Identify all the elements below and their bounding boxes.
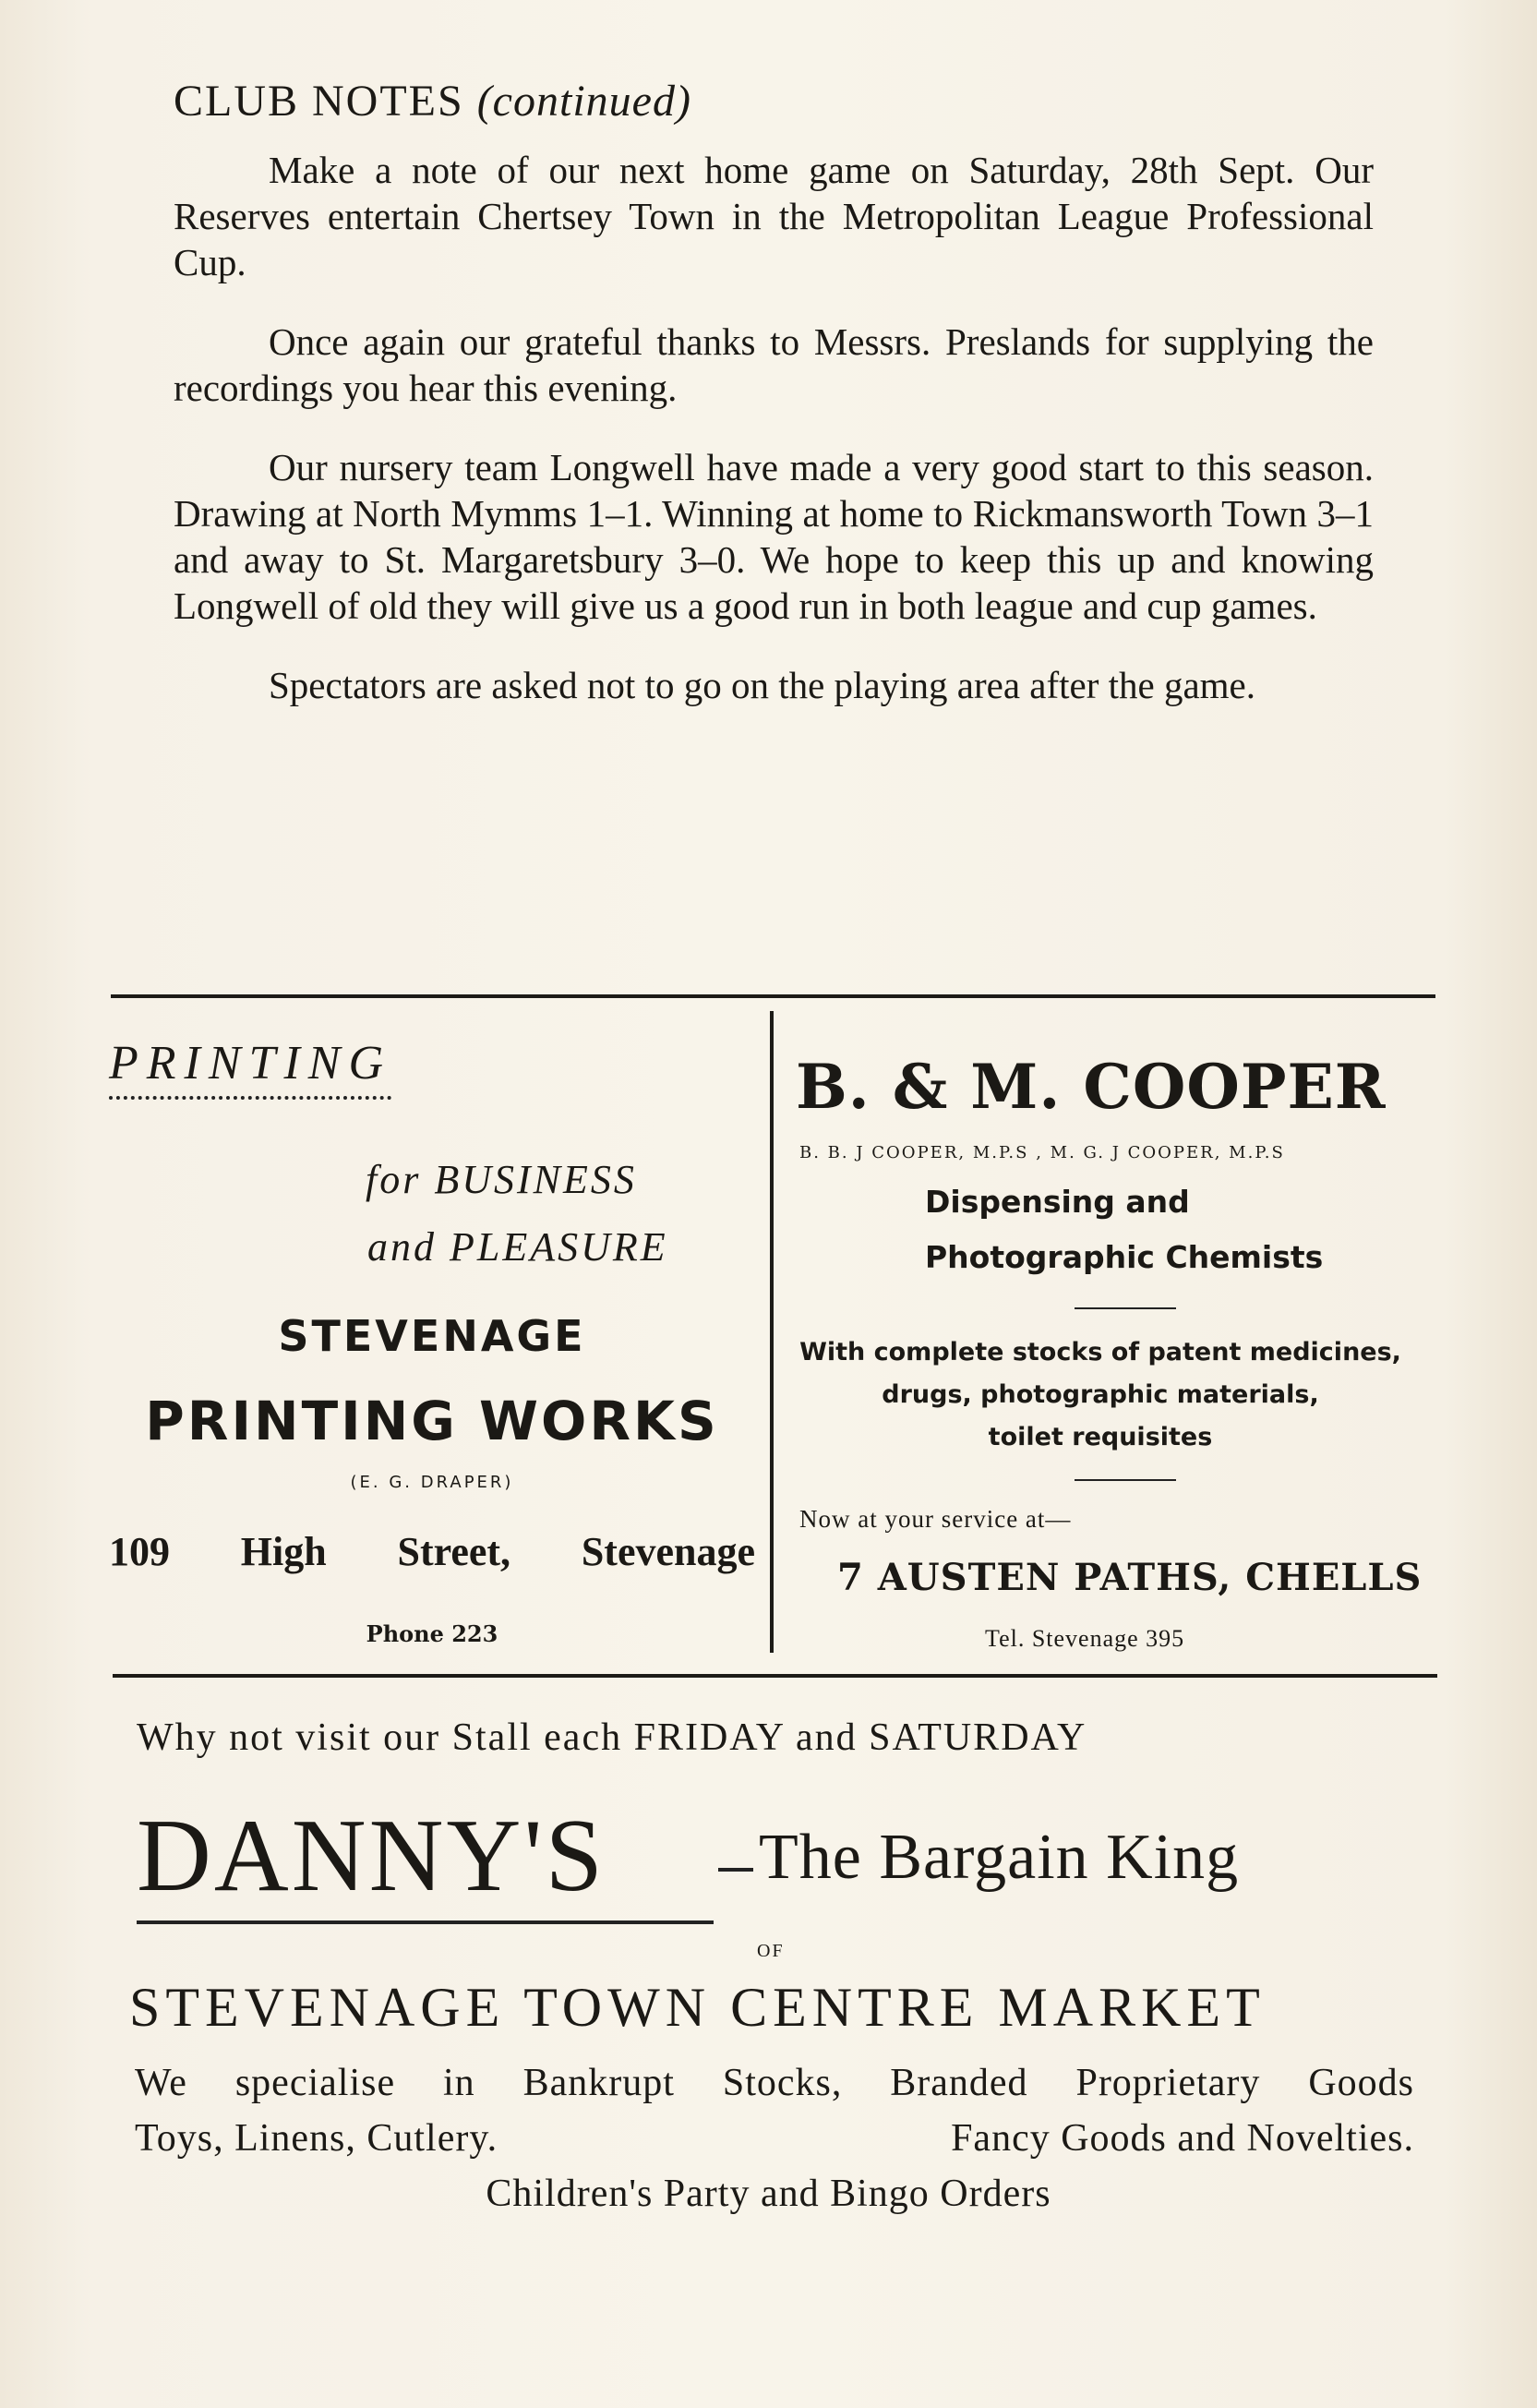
dannys-party-orders: Children's Party and Bingo Orders [486,2173,1051,2215]
cooper-stocks-line: With complete stocks of patent medicines, [799,1338,1401,1367]
cooper-chemists-advert [796,1034,1442,1680]
printing-proprietor: (E. G. DRAPER) [350,1473,514,1492]
notes-paragraph-nursery-team: Our nursery team Longwell have made a very good start to this season. Drawing at North Mymms 1–1. Winning at home to Rickmansworth Town 3–1 and away to St. Margaretsbury 3–0. We hope to keep this up and knowing Longwell of old they will give us a good run in both league and cup games. [174,446,1374,627]
cooper-stocks-list [796,1331,1405,1459]
club-notes-continued: (continued) [476,77,691,126]
printing-for-business: for BUSINESS [366,1157,637,1202]
club-notes-title: CLUB NOTES [174,77,464,126]
printing-phone: Phone 223 [366,1620,498,1647]
cooper-stocks-line: toilet requisites [988,1423,1213,1451]
dannys-of: OF [757,1941,785,1961]
dannys-tagline: The Bargain King [759,1822,1240,1893]
cooper-stocks-line: drugs, photographic materials, [882,1380,1319,1409]
printing-company-town: STEVENAGE [278,1311,586,1361]
dannys-items-left: Toys, Linens, Cutlery. [135,2117,498,2160]
dannys-name: DANNY'S [137,1799,606,1913]
dannys-items-right: Fancy Goods and Novelties. [951,2117,1414,2160]
printing-and-pleasure: and PLEASURE [367,1224,668,1270]
cooper-service-line: Now at your service at— [799,1505,1072,1533]
club-notes-heading [174,76,1374,126]
cooper-address: 7 AUSTEN PATHS, CHELLS [837,1556,1423,1599]
ads-column-divider [770,1011,774,1653]
notes-paragraph-thanks: Once again our grateful thanks to Messrs. Preslands for supplying the recordings you hear this evening. [174,320,1374,409]
cooper-divider-2 [1075,1479,1176,1481]
dannys-items-row [135,2116,1414,2161]
dannys-market: STEVENAGE TOWN CENTRE MARKET [129,1977,1266,2038]
cooper-partners: B. B. J COOPER, M.P.S , M. G. J COOPER, M.P.S [799,1143,1285,1162]
club-notes-section [174,76,1374,741]
cooper-divider-1 [1075,1307,1176,1309]
cooper-photographic-chemists: Photographic Chemists [925,1239,1324,1275]
dannys-dash [718,1868,753,1872]
ads-top-rule [111,994,1435,998]
cooper-telephone: Tel. Stevenage 395 [985,1625,1185,1652]
notes-paragraph-home-game: Make a note of our next home game on Saturday, 28th Sept. Our Reserves entertain Chertsey Town in the Metropolitan League Professional Cup. [174,149,1374,283]
printing-heading: PRINTING [109,1036,391,1100]
cooper-dispensing: Dispensing and [925,1184,1190,1220]
dannys-underline [137,1920,714,1924]
dannys-specialise: We specialise in Bankrupt Stocks, Branded Proprietary Goods [135,2062,1414,2104]
cooper-name: B. & M. COOPER [796,1051,1387,1123]
printing-company-name: PRINTING WORKS [145,1390,719,1452]
printing-works-advert [109,1025,755,1671]
printing-address: 109 High Street, Stevenage [109,1529,755,1574]
notes-paragraph-spectators: Spectators are asked not to go on the playing area after the game. [269,664,1256,706]
dannys-intro: Why not visit our Stall each FRIDAY and SATURDAY [137,1716,1087,1759]
